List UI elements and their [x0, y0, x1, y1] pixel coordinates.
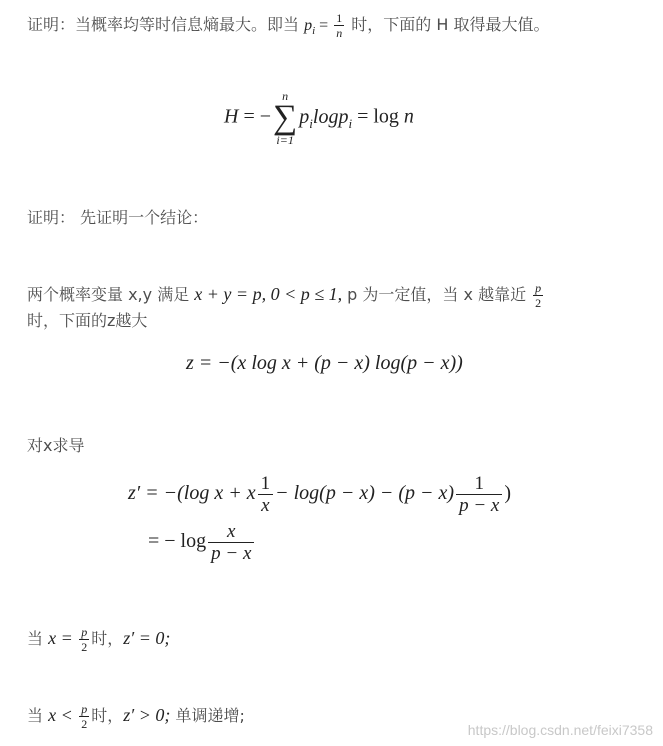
text-condition-prefix: 两个概率变量 x,y 满足: [27, 285, 190, 304]
fraction-p-over-2-c: $\frac{p}{2}$: [81, 702, 88, 731]
math-zprime-zero: z′ = 0;: [123, 628, 171, 648]
math-x-equals: x =: [48, 628, 78, 648]
fraction-one-over-x: $\frac{1}{x}$: [258, 474, 274, 515]
eq3-part-b: − log(p − x) − (p − x): [275, 482, 455, 505]
fraction-x-over-p-minus-x: $\frac{x}{p - x}$: [208, 522, 254, 563]
eq1-term: $p_i\log p_i$: [299, 105, 353, 131]
paragraph-proof-intro: 证明： 先证明一个结论：: [27, 208, 209, 227]
paragraph-entropy-claim: [27, 12, 550, 42]
text-increasing: 单调递增;: [170, 706, 245, 725]
eq1-rhs-var: n: [403, 105, 414, 128]
watermark: https://blog.csdn.net/feixi7358: [467, 722, 653, 738]
equation-derivative-line2: [148, 522, 256, 563]
paragraph-condition-line2: 时，下面的z越大: [27, 311, 148, 330]
text-claim-prefix: 证明：当概率均等时信息熵最大。即当: [27, 15, 300, 34]
text-dang-1: 当: [27, 629, 44, 648]
eq1-lhs: H: [224, 105, 239, 128]
eq3-close-paren: ): [504, 482, 511, 505]
math-x-less: x <: [48, 705, 78, 725]
text-shi-1: 时，: [91, 629, 124, 648]
text-dang-2: 当: [27, 706, 44, 725]
equation-derivative-line1: [128, 474, 511, 515]
fraction-p-over-2: $\frac{p}{2}$: [535, 281, 542, 310]
paragraph-increasing: [27, 703, 245, 730]
equation-z: z = −(x log x + (p − x) log(p − x)): [186, 352, 463, 374]
eq3-part-a: z′ = −(log x + x: [128, 482, 256, 505]
math-zprime-positive: z′ > 0;: [123, 705, 171, 725]
fraction-one-over-n: $\frac{1}{n}$: [336, 11, 343, 40]
math-equals: =: [315, 17, 333, 34]
eq1-equals-minus: = −: [238, 105, 272, 128]
text-claim-suffix: 时，下面的 H 取得最大值。: [351, 15, 550, 34]
sum-symbol: n ∑ i=1: [273, 89, 298, 147]
text-shi-2: 时，: [91, 706, 124, 725]
fraction-one-over-p-minus-x: $\frac{1}{p - x}$: [456, 474, 502, 515]
math-condition: x + y = p, 0 < p ≤ 1,: [194, 284, 343, 304]
eq1-rhs: = log: [352, 105, 404, 128]
math-p-i: $p_i$: [304, 17, 316, 38]
paragraph-condition: [27, 282, 545, 309]
text-condition-mid: p 为一定值，当 x 越靠近: [342, 285, 527, 304]
fraction-p-over-2-b: $\frac{p}{2}$: [81, 625, 88, 654]
paragraph-derivative-intro: 对x求导: [27, 436, 85, 455]
equation-entropy: [224, 90, 414, 146]
eq3-line2-prefix: = − log: [148, 530, 207, 553]
paragraph-critical-point: [27, 626, 170, 653]
